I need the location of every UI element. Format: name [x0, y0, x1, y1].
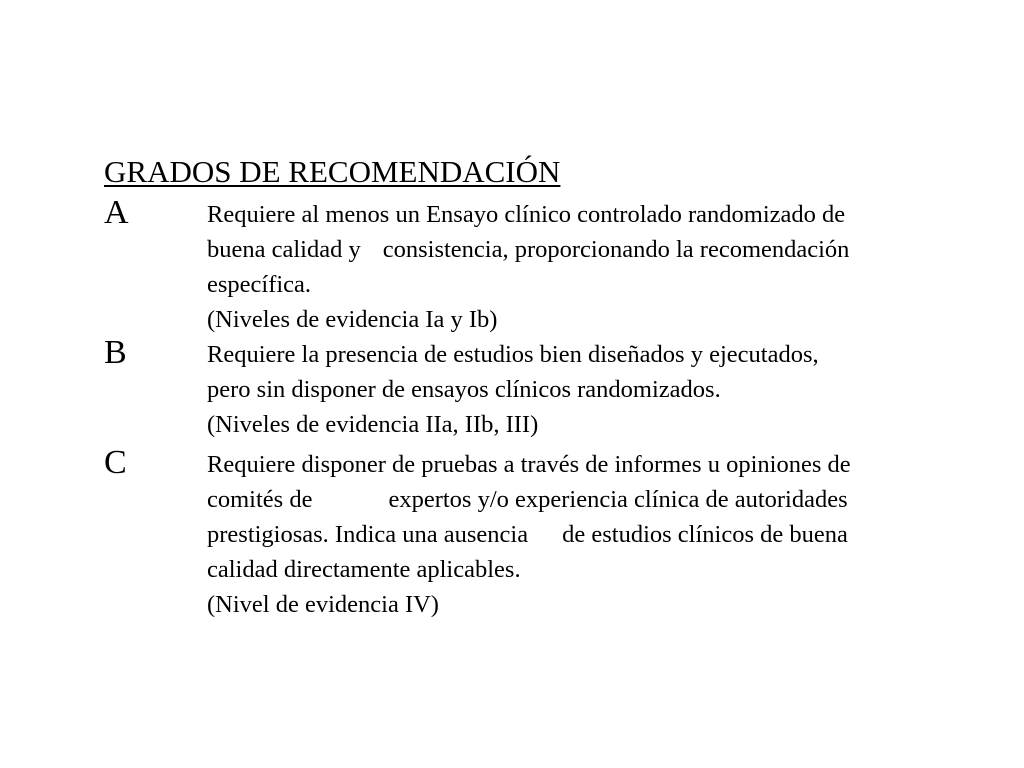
slide-heading: GRADOS DE RECOMENDACIÓN [104, 154, 561, 189]
grade-c-description [207, 447, 977, 622]
grade-b-description [207, 337, 977, 442]
grade-b-line-1: Requiere la presencia de estudios bien diseñados y ejecutados, [207, 341, 819, 368]
grade-c-line-2-part-2: expertos y/o experiencia clínica de autoridades [388, 486, 848, 513]
grade-c-line-1: Requiere disponer de pruebas a través de informes u opiniones de [207, 451, 851, 478]
grade-a-line-1: Requiere al menos un Ensayo clínico controlado randomizado de [207, 201, 846, 228]
grade-a-line-2-part-1: buena calidad y [207, 236, 361, 263]
grade-b-evidence-levels: (Niveles de evidencia IIa, IIb, III) [207, 411, 539, 438]
grade-c-line-2-part-1: comités de [207, 486, 313, 513]
grade-a-line-3: específica. [207, 271, 312, 298]
grade-c-line-3-part-2: de estudios clínicos de buena [562, 521, 848, 548]
grade-c-line-3-part-1: prestigiosas. Indica una ausencia [207, 521, 529, 548]
grade-a-evidence-levels: (Niveles de evidencia Ia y Ib) [207, 306, 498, 333]
grade-a-line-2 [207, 232, 977, 267]
grade-c-evidence-level: (Nivel de evidencia IV) [207, 591, 439, 618]
grade-c-line-2 [207, 482, 977, 517]
grade-letter-c: C [104, 444, 127, 481]
grade-c-line-3 [207, 517, 977, 552]
grade-b-line-2: pero sin disponer de ensayos clínicos randomizados. [207, 376, 721, 403]
grade-a-description [207, 197, 977, 337]
grade-c-line-4: calidad directamente aplicables. [207, 556, 521, 583]
grade-a-line-2-part-2: consistencia, proporcionando la recomendación [382, 236, 850, 263]
grade-letter-a: A [104, 194, 129, 231]
grade-letter-b: B [104, 334, 127, 371]
